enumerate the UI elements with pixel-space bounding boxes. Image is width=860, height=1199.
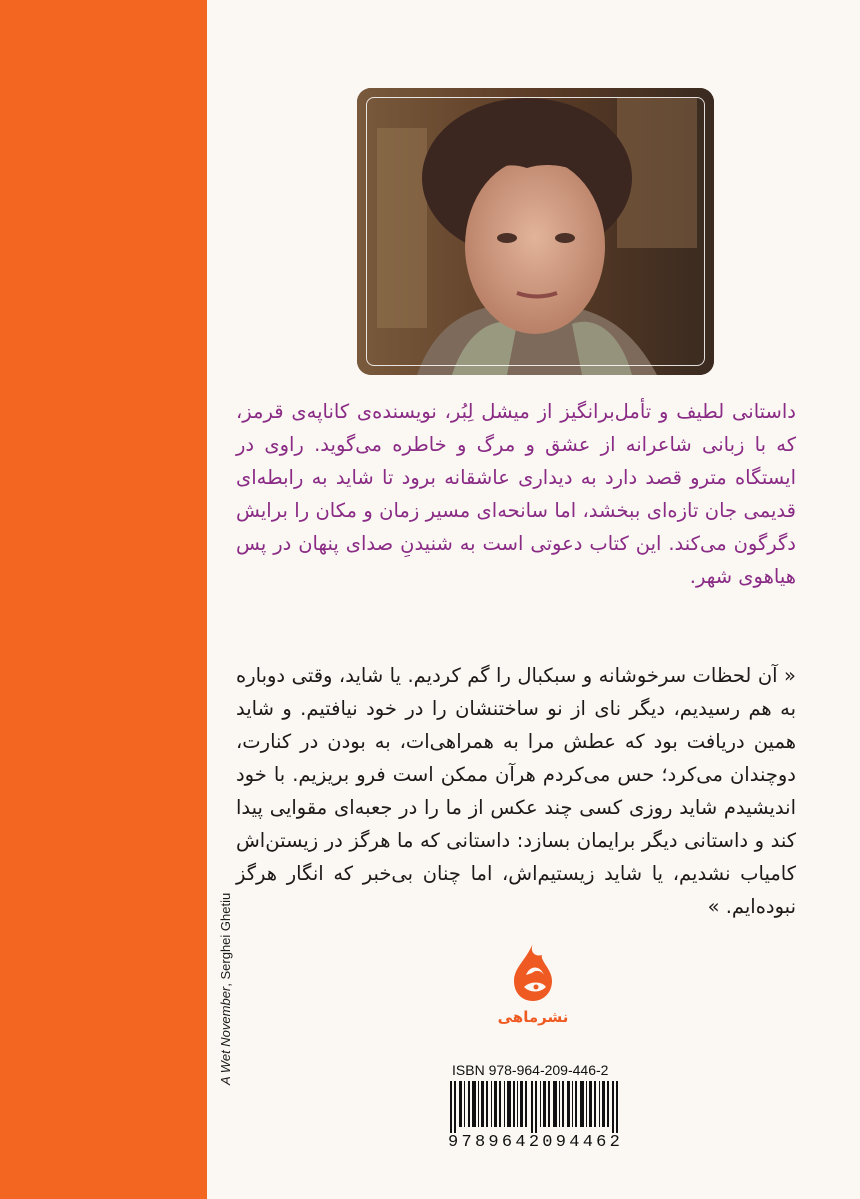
barcode-digit: 4 <box>569 1133 580 1152</box>
spine-credit <box>218 893 233 1085</box>
barcode-digit: 6 <box>501 1133 513 1152</box>
barcode-digits <box>448 1133 620 1153</box>
barcode-digit: 7 <box>461 1133 472 1152</box>
barcode-digit: 9 <box>555 1133 566 1152</box>
barcode-digit: 8 <box>474 1133 486 1152</box>
spine-title: A Wet November <box>218 986 233 1085</box>
barcode-digit: 2 <box>609 1133 620 1152</box>
blurb-paragraph: داستانی لطیف و تأمل‌برانگیز از میشل لِبُر، نویسنده‌ی کاناپه‌ی قرمز، که با زبانی شاعرانه از عشق و مرگ و خاطره می‌گوید. راوی در ایستگاه مترو قصد دارد به دیداری عاشقانه برود تا شاید به رابطه‌ای قدیمی جان تازه‌ای ببخشد، اما سانحه‌ای مسیر زمان و مکان را برایش دگرگون می‌کند. این کتاب دعوتی است به شنیدنِ صدای پنهان در پس هیاهوی شهر. <box>236 400 796 588</box>
author-portrait-icon <box>357 88 714 375</box>
barcode-digit: 4 <box>582 1133 593 1152</box>
barcode-digit: 0 <box>542 1133 553 1152</box>
barcode-digit: 2 <box>528 1133 540 1152</box>
barcode-digit: 9 <box>488 1133 499 1152</box>
photo-frame <box>366 97 705 366</box>
spine-stripe <box>0 0 207 1199</box>
isbn-label: ISBN 978-964-209-446-2 <box>452 1062 609 1078</box>
publisher-name: نشرماهی <box>497 1008 569 1026</box>
barcode-digit: 9 <box>448 1133 459 1152</box>
barcode-digit: 6 <box>596 1133 607 1152</box>
excerpt-paragraph: « آن لحظات سرخوشانه و سبکبال را گم کردیم. یا شاید، وقتی دوباره به هم رسیدیم، دیگر نای از نو ساختنشان را در خود نیافتیم. و شاید همین دریافت بود که عطش مرا به همراهی‌ات، به بودن در کنارت، دوچندان می‌کرد؛ حس می‌کردم هرآن ممکن است فرو بریزیم. با خود اندیشیدم شاید روزی کسی چند عکس از ما را در جعبه‌ای مقوایی پیدا کند و داستانی دیگر برایمان بسازد: داستانی که ما هرگز در زیستن‌اش کامیاب نشدیم، یا شاید زیستیم‌اش، اما چنان بی‌خبر که انگار هرگز نبوده‌ایم. » <box>236 664 796 918</box>
barcode-digit: 4 <box>515 1133 526 1152</box>
fish-logo-icon <box>506 935 562 1005</box>
barcode-icon <box>448 1081 620 1133</box>
spine-author: , Serghei Ghetiu <box>218 892 233 987</box>
